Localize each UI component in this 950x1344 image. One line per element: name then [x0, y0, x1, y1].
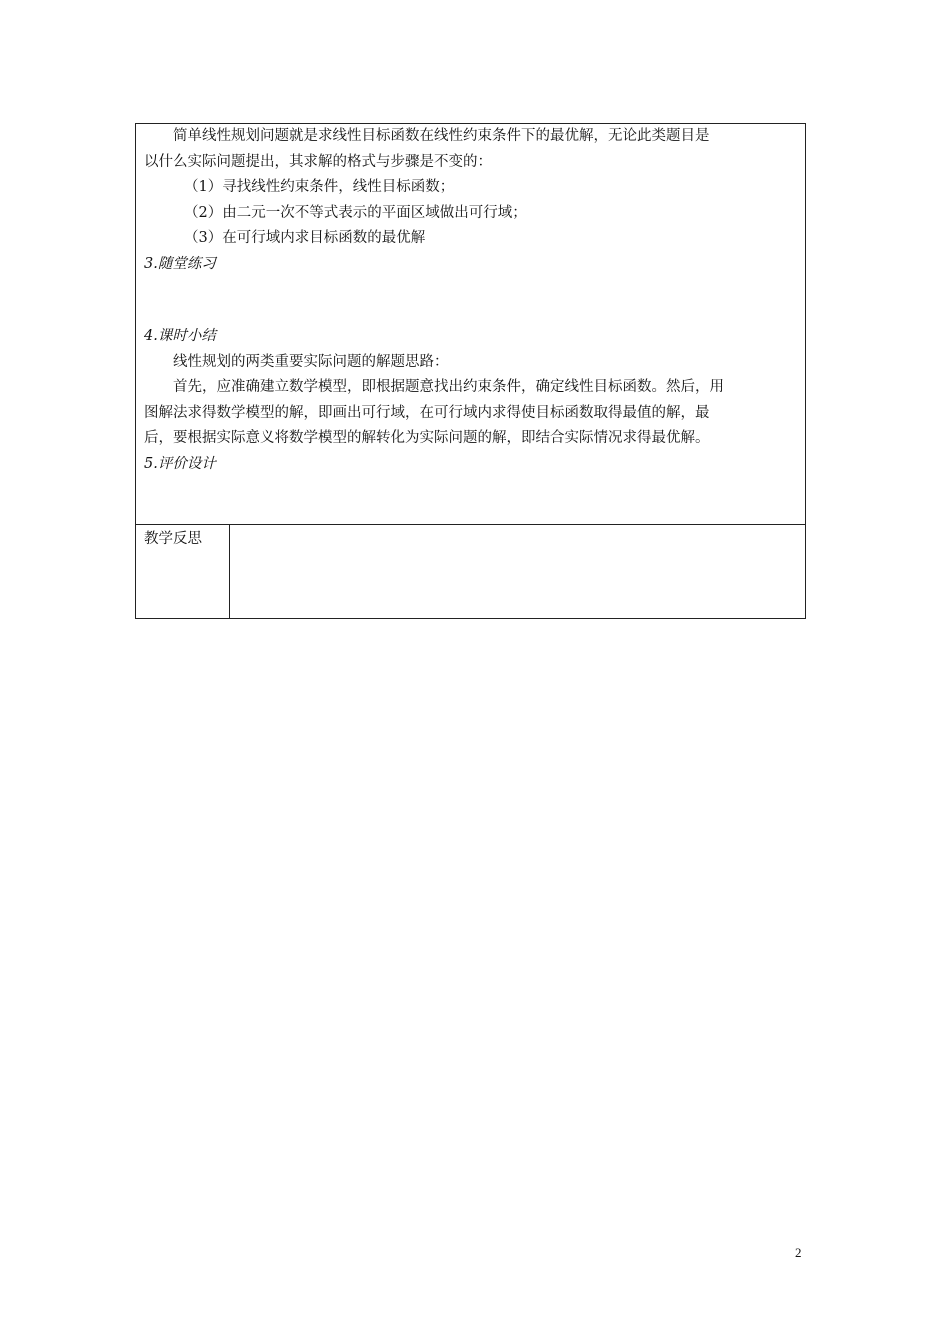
section-4-heading: 4.课时小结 — [144, 328, 216, 344]
summary-intro: 线性规划的两类重要实际问题的解题思路： — [173, 353, 449, 370]
content-cell — [136, 124, 806, 525]
intro-paragraph-line-2: 以什么实际问题提出，其求解的格式与步骤是不变的： — [144, 153, 492, 170]
lesson-plan-table — [135, 123, 806, 619]
reflection-content-cell — [230, 525, 806, 619]
practice-blank-space — [144, 277, 799, 324]
content-row — [136, 124, 806, 525]
section-3-heading: 3.随堂练习 — [144, 255, 216, 272]
section-5-heading: 5.评价设计 — [144, 455, 216, 472]
step-2: （2）由二元一次不等式表示的平面区域做出可行域； — [184, 204, 527, 221]
page-number: 2 — [795, 1245, 802, 1260]
summary-line-3: 后，要根据实际意义将数学模型的解转化为实际问题的解，即结合实际情况求得最优解。 — [144, 430, 710, 446]
summary-line-1: 首先，应准确建立数学模型，即根据题意找出约束条件，确定线性目标函数。然后，用 — [173, 379, 724, 395]
step-1: （1）寻找线性约束条件，线性目标函数； — [184, 179, 455, 195]
reflection-row — [136, 525, 806, 619]
step-3: （3）在可行域内求目标函数的最优解 — [184, 230, 426, 246]
summary-line-2: 图解法求得数学模型的解，即画出可行域，在可行域内求得使目标函数取得最值的解，最 — [144, 404, 710, 421]
intro-paragraph-line-1: 简单线性规划问题就是求线性目标函数在线性约束条件下的最优解，无论此类题目是 — [173, 128, 710, 144]
reflection-label: 教学反思 — [136, 525, 230, 619]
